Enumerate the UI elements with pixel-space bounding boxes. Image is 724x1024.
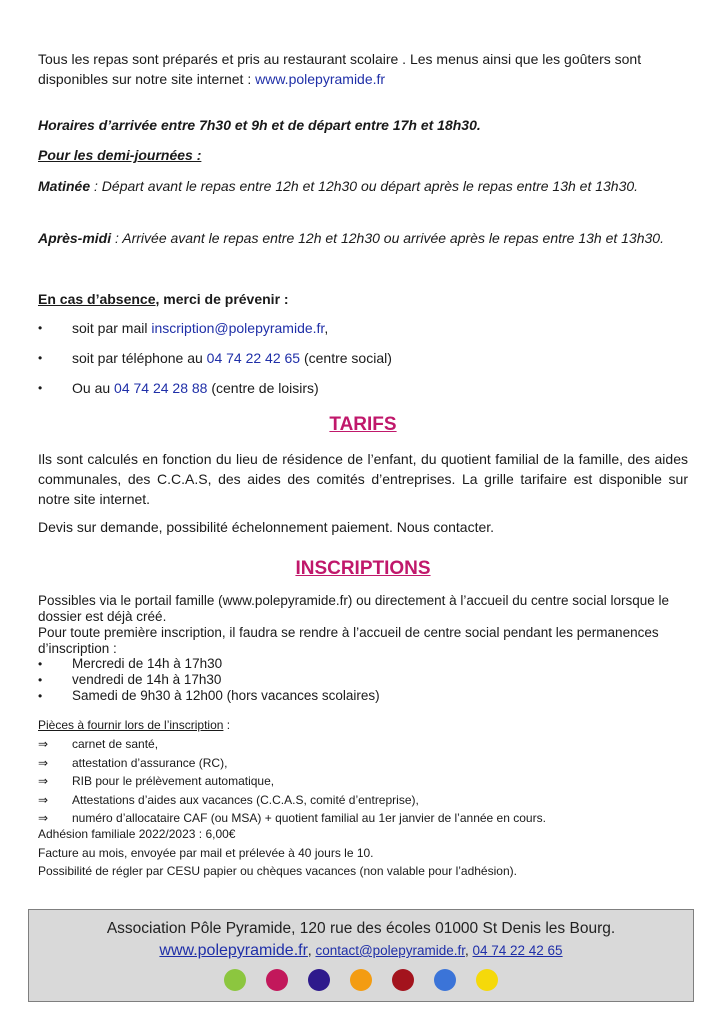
list-item	[38, 791, 688, 810]
tarifs-title: TARIFS	[329, 414, 397, 435]
absence-item-suffix: (centre social)	[300, 350, 392, 366]
absence-item-suffix: (centre de loisirs)	[207, 380, 319, 396]
arrow-right-icon: ⇒	[38, 755, 49, 770]
afternoon-paragraph	[38, 228, 688, 248]
bullet-icon: •	[38, 381, 43, 395]
absence-item-text: soit par mail	[72, 320, 152, 336]
list-item	[38, 348, 688, 368]
permanences-list	[38, 656, 688, 704]
footer-phone-link[interactable]: 04 74 22 42 65	[472, 943, 563, 958]
afternoon-text: : Arrivée avant le repas entre 12h et 12h30 ou arrivée après le repas entre 13h et 13h30.	[111, 230, 664, 246]
piece-text: carnet de santé,	[72, 737, 159, 751]
absence-phone-link[interactable]: 04 74 22 42 65	[206, 350, 301, 366]
half-days-title: Pour les demi-journées :	[38, 147, 202, 163]
permanence-text: Samedi de 9h30 à 12h00 (hors vacances scolaires)	[72, 688, 380, 703]
hours-main: Horaires d’arrivée entre 7h30 et 9h et de départ entre 17h et 18h30.	[38, 117, 481, 133]
absence-list	[38, 318, 688, 398]
color-dot-icon	[392, 969, 414, 991]
footer-address: Association Pôle Pyramide, 120 rue des écoles 01000 St Denis les Bourg.	[106, 920, 616, 937]
intro-text: Tous les repas sont préparés et pris au restaurant scolaire . Les menus ainsi que les goûters sont disponibles sur notre site internet :	[38, 51, 642, 87]
color-dot-icon	[476, 969, 498, 991]
arrow-right-icon: ⇒	[38, 811, 49, 825]
tarifs-text: Ils sont calculés en fonction du lieu de résidence de l’enfant, du quotient familial de la famille, des aides communales, des C.C.A.S, des aides des comités d’entreprises. La grille tarifaire est disponible sur notre site internet.	[38, 451, 688, 507]
afternoon-label: Après-midi	[38, 230, 112, 246]
pieces-title-underlined: Pièces à fournir lors de l’inscription	[38, 718, 224, 732]
list-item	[38, 772, 688, 791]
footer-email-link[interactable]: contact@polepyramide.fr	[315, 943, 465, 958]
bullet-icon: •	[38, 673, 43, 687]
absence-item-text: Ou au	[72, 380, 115, 396]
morning-text: : Départ avant le repas entre 12h et 12h30 ou départ après le repas entre 13h et 13h30.	[90, 178, 639, 194]
absence-title	[38, 289, 289, 309]
cesu-text: Possibilité de régler par CESU papier ou chèques vacances (non valable pour l’adhésion).	[38, 864, 517, 878]
color-dot-icon	[434, 969, 456, 991]
footer-site-link[interactable]: www.polepyramide.fr	[159, 942, 308, 959]
morning-paragraph	[38, 176, 688, 196]
tarifs-devis: Devis sur demande, possibilité échelonnement paiement. Nous contacter.	[38, 519, 495, 535]
bullet-icon: •	[38, 351, 43, 365]
footer-box	[28, 909, 694, 1002]
permanence-text: vendredi de 14h à 17h30	[72, 672, 222, 687]
piece-text: numéro d’allocataire CAF (ou MSA) + quotient familial au 1er janvier de l’année en cours.	[72, 811, 546, 825]
intro-paragraph	[38, 49, 688, 89]
pieces-list	[38, 735, 688, 828]
list-item	[38, 318, 688, 338]
bullet-icon: •	[38, 321, 43, 335]
color-dot-icon	[266, 969, 288, 991]
permanence-text: Mercredi de 14h à 17h30	[72, 656, 223, 671]
morning-label: Matinée	[38, 178, 91, 194]
inscriptions-text2: Pour toute première inscription, il faudra se rendre à l’accueil de centre social pendant les permanences d’inscription :	[38, 625, 659, 656]
list-item	[38, 656, 688, 672]
color-dot-icon	[224, 969, 246, 991]
list-item	[38, 735, 688, 754]
list-item	[38, 754, 688, 773]
intro-site-link[interactable]: www.polepyramide.fr	[255, 71, 386, 87]
bullet-icon: •	[38, 657, 43, 671]
pieces-title	[38, 716, 230, 734]
inscriptions-title: INSCRIPTIONS	[295, 558, 431, 579]
list-item	[38, 378, 688, 398]
list-item	[38, 672, 688, 688]
list-item	[38, 688, 688, 704]
footer-links	[29, 942, 693, 960]
arrow-right-icon: ⇒	[38, 774, 49, 788]
absence-item-text: soit par téléphone au	[72, 350, 207, 366]
footer-separator: ,	[464, 943, 473, 958]
absence-email-link[interactable]: inscription@polepyramide.fr	[151, 320, 325, 336]
absence-item-suffix: ,	[324, 320, 329, 336]
footer-separator: ,	[307, 943, 316, 958]
color-dots	[29, 969, 693, 991]
color-dot-icon	[350, 969, 372, 991]
absence-title-underlined: En cas d’absence	[38, 291, 156, 307]
bullet-icon: •	[38, 689, 43, 703]
piece-text: RIB pour le prélèvement automatique,	[72, 774, 275, 788]
arrow-right-icon: ⇒	[38, 792, 49, 807]
inscriptions-text1: Possibles via le portail famille (www.polepyramide.fr) ou directement à l’accueil du centre social lorsque le dossier est déjà créé.	[38, 593, 670, 624]
pieces-title-colon: :	[223, 718, 231, 732]
adhesion-text: Adhésion familiale 2022/2023 : 6,00€	[38, 827, 236, 841]
absence-phone2-link[interactable]: 04 74 24 28 88	[114, 380, 208, 396]
piece-text: Attestations d’aides aux vacances (C.C.A.S, comité d’entreprise),	[72, 792, 419, 807]
piece-text: attestation d’assurance (RC),	[72, 755, 228, 770]
facture-text: Facture au mois, envoyée par mail et prélevée à 40 jours le 10.	[38, 846, 374, 860]
arrow-right-icon: ⇒	[38, 737, 49, 751]
color-dot-icon	[308, 969, 330, 991]
absence-title-rest: , merci de prévenir :	[155, 291, 289, 307]
